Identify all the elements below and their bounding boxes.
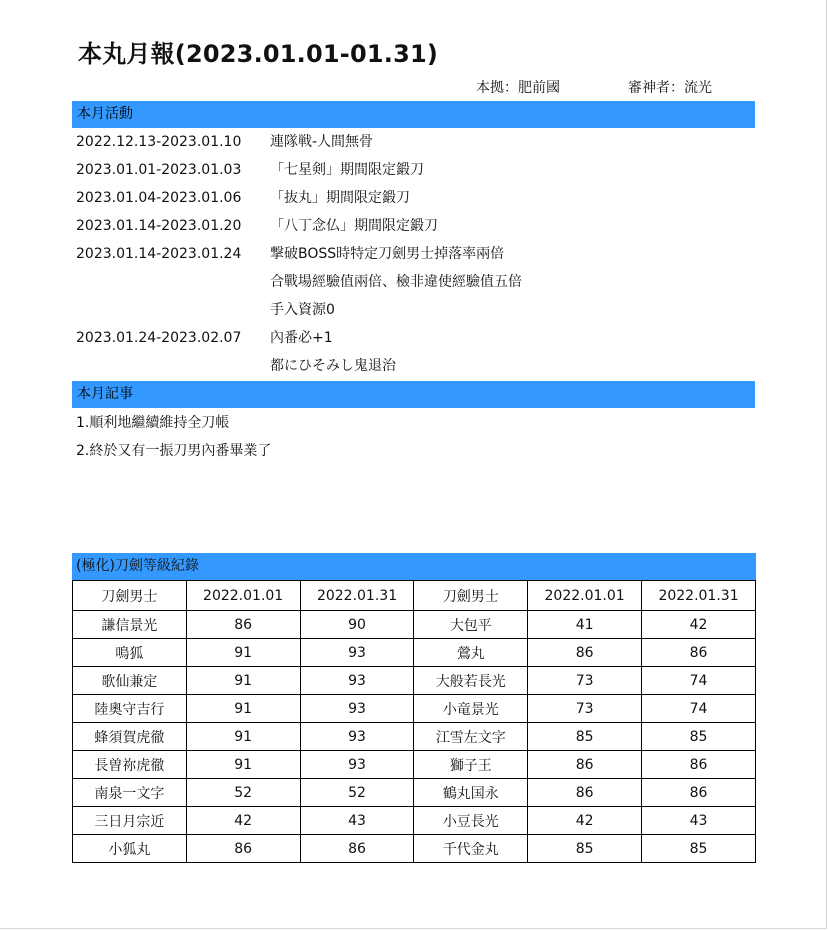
event-row (76, 156, 756, 184)
event-desc: 合戰場經驗值兩倍、檢非違使經驗值五倍 (270, 274, 522, 290)
event-date: 2023.01.24-2023.02.07 (76, 330, 242, 346)
level-cell: 73 (528, 667, 642, 695)
level-cell: 42 (186, 807, 300, 835)
event-desc: 內番必+1 (270, 330, 333, 346)
level-cell: 41 (528, 611, 642, 639)
level-cell: 52 (300, 779, 414, 807)
levels-table (72, 580, 756, 863)
event-desc: 手入資源0 (270, 302, 335, 318)
level-cell: 74 (642, 695, 756, 723)
level-cell: 43 (300, 807, 414, 835)
sword-name-cell: 三日月宗近 (73, 807, 187, 835)
sword-name-cell: 長曽祢虎徹 (73, 751, 187, 779)
table-header-row (73, 581, 756, 611)
sword-name-cell: 小竜景光 (414, 695, 528, 723)
events-header: 本月活動 (72, 101, 755, 128)
level-cell: 42 (528, 807, 642, 835)
event-row (76, 212, 756, 240)
sword-name-cell: 大包平 (414, 611, 528, 639)
level-cell: 85 (642, 835, 756, 863)
event-date: 2023.01.01-2023.01.03 (76, 162, 242, 178)
table-row (73, 751, 756, 779)
level-cell: 93 (300, 639, 414, 667)
event-row (76, 324, 756, 352)
table-row (73, 639, 756, 667)
level-cell: 74 (642, 667, 756, 695)
event-row (76, 128, 756, 156)
level-cell: 85 (528, 835, 642, 863)
event-row (76, 240, 756, 268)
level-cell: 85 (528, 723, 642, 751)
honmaru-label: 本拠：肥前國 (476, 80, 560, 96)
sword-name-cell: 鶴丸国永 (414, 779, 528, 807)
sword-name-cell: 小豆長光 (414, 807, 528, 835)
level-cell: 73 (528, 695, 642, 723)
column-header: 刀劍男士 (73, 581, 187, 611)
table-row (73, 779, 756, 807)
level-cell: 91 (186, 667, 300, 695)
event-row (76, 352, 756, 380)
column-header: 2022.01.01 (186, 581, 300, 611)
sword-name-cell: 陸奧守吉行 (73, 695, 187, 723)
event-row (76, 184, 756, 212)
note-item: 2.終於又有一振刀男內番畢業了 (76, 443, 272, 459)
event-date: 2022.12.13-2023.01.10 (76, 134, 242, 150)
level-cell: 86 (186, 835, 300, 863)
event-desc: 都にひそみし鬼退治 (270, 358, 396, 374)
table-row (73, 807, 756, 835)
level-cell: 86 (300, 835, 414, 863)
table-row (73, 723, 756, 751)
level-cell: 86 (642, 639, 756, 667)
saniwa-label: 審神者：流光 (628, 80, 712, 96)
table-row (73, 835, 756, 863)
level-cell: 86 (528, 751, 642, 779)
note-item: 1.順利地繼續維持全刀帳 (76, 415, 230, 431)
sword-name-cell: 歌仙兼定 (73, 667, 187, 695)
event-row (76, 296, 756, 324)
level-cell: 91 (186, 723, 300, 751)
column-header: 刀劍男士 (414, 581, 528, 611)
level-cell: 91 (186, 751, 300, 779)
sword-name-cell: 鳴狐 (73, 639, 187, 667)
sword-name-cell: 江雪左文字 (414, 723, 528, 751)
level-cell: 86 (528, 779, 642, 807)
sword-name-cell: 南泉一文字 (73, 779, 187, 807)
level-cell: 93 (300, 723, 414, 751)
level-cell: 91 (186, 695, 300, 723)
level-cell: 42 (642, 611, 756, 639)
level-cell: 93 (300, 695, 414, 723)
notes-header: 本月記事 (72, 381, 755, 408)
sword-name-cell: 大般若長光 (414, 667, 528, 695)
level-cell: 86 (186, 611, 300, 639)
event-desc: 「八丁念仏」期間限定鍛刀 (270, 218, 438, 234)
level-cell: 85 (642, 723, 756, 751)
level-cell: 90 (300, 611, 414, 639)
event-desc: 連隊戦-人間無骨 (270, 134, 374, 150)
table-row (73, 667, 756, 695)
level-cell: 93 (300, 667, 414, 695)
event-desc: 「七星剣」期間限定鍛刀 (270, 162, 424, 178)
event-desc: 撃破BOSS時特定刀劍男士掉落率兩倍 (270, 246, 505, 262)
column-header: 2022.01.31 (300, 581, 414, 611)
level-cell: 52 (186, 779, 300, 807)
level-cell: 86 (642, 779, 756, 807)
levels-header: (極化)刀劍等級紀錄 (72, 553, 756, 580)
column-header: 2022.01.31 (642, 581, 756, 611)
sword-name-cell: 謙信景光 (73, 611, 187, 639)
event-date: 2023.01.14-2023.01.20 (76, 218, 242, 234)
level-cell: 43 (642, 807, 756, 835)
table-row (73, 695, 756, 723)
level-cell: 86 (528, 639, 642, 667)
sword-name-cell: 千代金丸 (414, 835, 528, 863)
level-cell: 86 (642, 751, 756, 779)
event-date: 2023.01.14-2023.01.24 (76, 246, 242, 262)
table-row (73, 611, 756, 639)
sword-name-cell: 小狐丸 (73, 835, 187, 863)
sword-name-cell: 鶯丸 (414, 639, 528, 667)
event-row (76, 268, 756, 296)
sword-name-cell: 獅子王 (414, 751, 528, 779)
sword-name-cell: 蜂須賀虎徹 (73, 723, 187, 751)
level-cell: 93 (300, 751, 414, 779)
column-header: 2022.01.01 (528, 581, 642, 611)
event-desc: 「抜丸」期間限定鍛刀 (270, 190, 410, 206)
report-title: 本丸月報(2023.01.01-01.31) (78, 40, 439, 68)
level-cell: 91 (186, 639, 300, 667)
event-date: 2023.01.04-2023.01.06 (76, 190, 242, 206)
